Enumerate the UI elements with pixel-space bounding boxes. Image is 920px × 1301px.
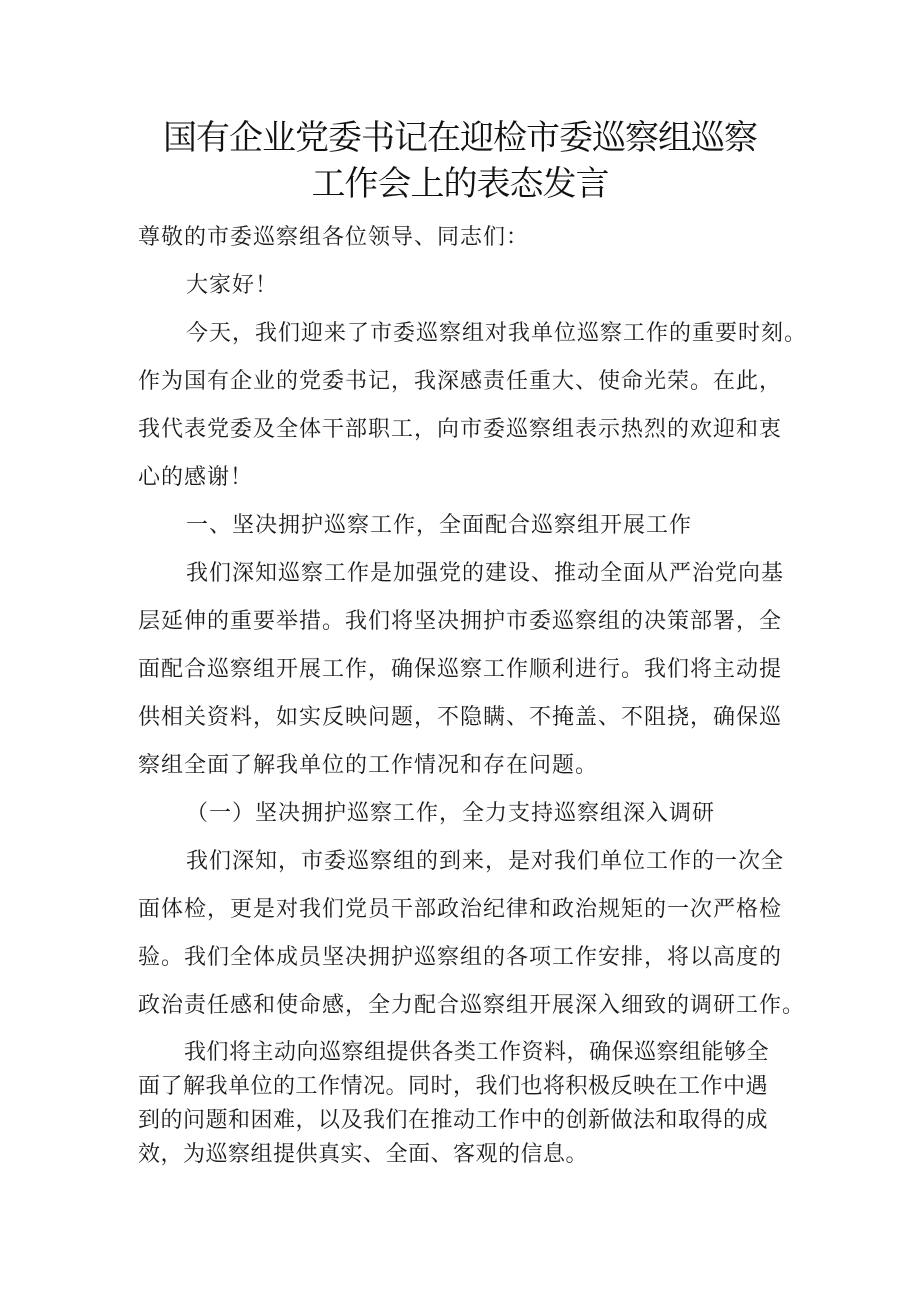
salutation: 尊敬的市委巡察组各位领导、同志们： bbox=[138, 225, 530, 250]
intro-line: 我代表党委及全体干部职工，向市委巡察组表示热烈的欢迎和衷 bbox=[138, 417, 783, 442]
intro-line: 作为国有企业的党委书记，我深感责任重大、使命光荣。在此， bbox=[138, 369, 783, 394]
paragraph-line: 供相关资料，如实反映问题，不隐瞒、不掩盖、不阻挠，确保巡 bbox=[138, 705, 783, 730]
document-title-line2: 工作会上的表态发言 bbox=[311, 164, 609, 204]
document-title-line1: 国有企业党委书记在迎检市委巡察组巡察 bbox=[163, 118, 757, 158]
paragraph-line: 察组全面了解我单位的工作情况和存在问题。 bbox=[138, 753, 599, 778]
paragraph-line: 验。我们全体成员坚决拥护巡察组的各项工作安排，将以高度的 bbox=[138, 945, 783, 970]
paragraph-line: 面了解我单位的工作情况。同时，我们也将积极反映在工作中遇 bbox=[138, 1074, 769, 1099]
paragraph-line: 效，为巡察组提供真实、全面、客观的信息。 bbox=[138, 1142, 589, 1167]
greeting: 大家好！ bbox=[186, 273, 279, 298]
paragraph-line: 面配合巡察组开展工作，确保巡察工作顺利进行。我们将主动提 bbox=[138, 657, 783, 682]
paragraph-line: 面体检，更是对我们党员干部政治纪律和政治规矩的一次严格检 bbox=[138, 897, 783, 922]
subsection-heading-1: （一）坚决拥护巡察工作，全力支持巡察组深入调研 bbox=[186, 801, 716, 826]
paragraph-line: 到的问题和困难，以及我们在推动工作中的创新做法和取得的成 bbox=[138, 1108, 769, 1133]
intro-line: 今天，我们迎来了市委巡察组对我单位巡察工作的重要时刻。 bbox=[186, 321, 808, 346]
paragraph-1 bbox=[138, 550, 784, 790]
intro-line: 心的感谢！ bbox=[138, 465, 254, 490]
paragraph-2 bbox=[138, 838, 805, 1030]
paragraph-line: 政治责任感和使命感，全力配合巡察组开展深入细致的调研工作。 bbox=[138, 993, 806, 1018]
paragraph-line: 我们深知，市委巡察组的到来，是对我们单位工作的一次全 bbox=[186, 849, 785, 874]
paragraph-line: 层延伸的重要举措。我们将坚决拥护市委巡察组的决策部署，全 bbox=[138, 609, 783, 634]
section-heading-1: 一、坚决拥护巡察工作，全面配合巡察组开展工作 bbox=[186, 513, 693, 538]
paragraph-line: 我们深知巡察工作是加强党的建设、推动全面从严治党向基 bbox=[186, 561, 785, 586]
paragraph-line: 我们将主动向巡察组提供各类工作资料，确保巡察组能够全 bbox=[184, 1040, 770, 1065]
intro-paragraph bbox=[138, 310, 807, 502]
paragraph-3 bbox=[138, 1036, 769, 1172]
